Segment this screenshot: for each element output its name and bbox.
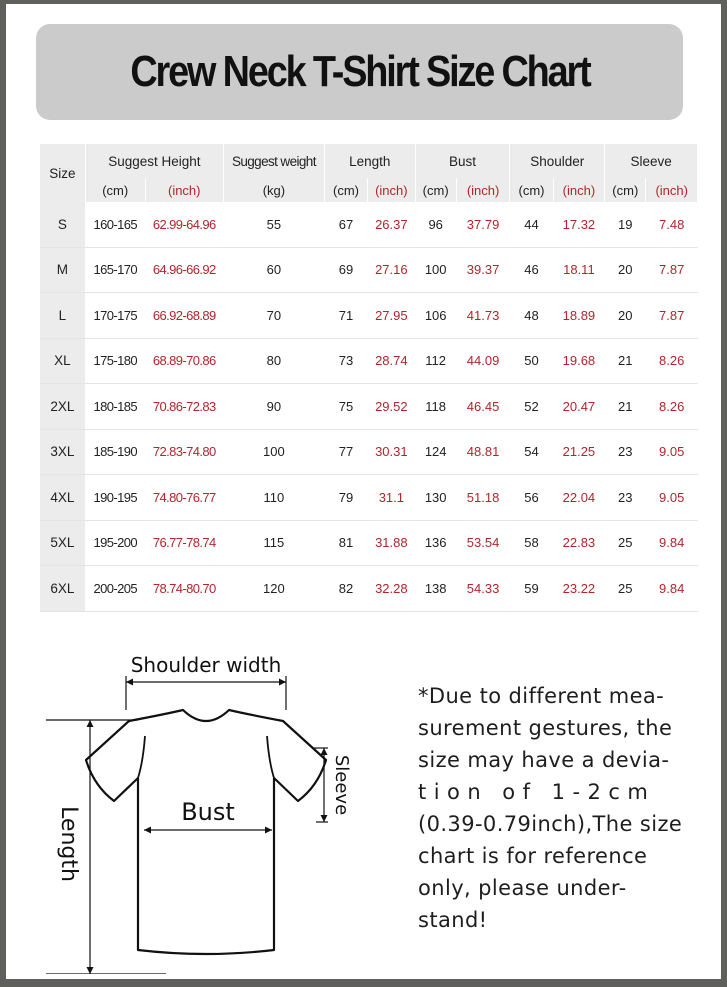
cell-bust-in: 37.79 bbox=[456, 202, 510, 247]
header-length: Length bbox=[324, 144, 415, 178]
table-row bbox=[40, 429, 698, 475]
cell-size: S bbox=[40, 202, 85, 247]
unit-cm: (cm) bbox=[415, 178, 456, 202]
cell-shoulder-in: 23.22 bbox=[553, 566, 605, 612]
cell-weight: 100 bbox=[223, 429, 324, 475]
cell-sleeve-cm: 19 bbox=[605, 202, 646, 247]
cell-bust-cm: 112 bbox=[415, 338, 456, 384]
cell-length-cm: 69 bbox=[324, 247, 367, 293]
cell-bust-in: 44.09 bbox=[456, 338, 510, 384]
cell-height-cm: 195-200 bbox=[85, 520, 145, 566]
cell-weight: 60 bbox=[223, 247, 324, 293]
sleeve-label: Sleeve bbox=[331, 754, 352, 816]
cell-weight: 120 bbox=[223, 566, 324, 612]
unit-inch: (inch) bbox=[368, 178, 415, 202]
table-row bbox=[40, 293, 698, 339]
unit-kg: (kg) bbox=[223, 178, 324, 202]
cell-sleeve-in: 9.05 bbox=[646, 475, 698, 521]
table-row bbox=[40, 566, 698, 612]
unit-inch: (inch) bbox=[646, 178, 698, 202]
cell-height-cm: 190-195 bbox=[85, 475, 145, 521]
unit-inch: (inch) bbox=[456, 178, 510, 202]
table-header-row bbox=[40, 144, 698, 178]
cell-sleeve-cm: 20 bbox=[605, 247, 646, 293]
cell-weight: 80 bbox=[223, 338, 324, 384]
table-units-row bbox=[40, 178, 698, 202]
header-sleeve: Sleeve bbox=[605, 144, 698, 178]
cell-bust-cm: 124 bbox=[415, 429, 456, 475]
cell-sleeve-in: 8.26 bbox=[646, 338, 698, 384]
cell-height-cm: 185-190 bbox=[85, 429, 145, 475]
cell-weight: 90 bbox=[223, 384, 324, 430]
tshirt-diagram bbox=[46, 644, 366, 974]
cell-shoulder-cm: 56 bbox=[510, 475, 553, 521]
cell-weight: 55 bbox=[223, 202, 324, 247]
cell-bust-in: 53.54 bbox=[456, 520, 510, 566]
table-row bbox=[40, 520, 698, 566]
cell-length-cm: 81 bbox=[324, 520, 367, 566]
cell-shoulder-in: 20.47 bbox=[553, 384, 605, 430]
cell-weight: 110 bbox=[223, 475, 324, 521]
cell-length-in: 31.1 bbox=[368, 475, 415, 521]
cell-sleeve-in: 9.84 bbox=[646, 566, 698, 612]
cell-shoulder-cm: 59 bbox=[510, 566, 553, 612]
cell-height-cm: 200-205 bbox=[85, 566, 145, 612]
unit-cm: (cm) bbox=[324, 178, 367, 202]
shoulder-width-label: Shoulder width bbox=[130, 653, 282, 677]
cell-length-in: 28.74 bbox=[368, 338, 415, 384]
cell-sleeve-in: 9.05 bbox=[646, 429, 698, 475]
cell-length-in: 27.16 bbox=[368, 247, 415, 293]
header-height: Suggest Height bbox=[85, 144, 223, 178]
cell-bust-in: 51.18 bbox=[456, 475, 510, 521]
note-line: stand! bbox=[418, 908, 488, 932]
cell-length-in: 29.52 bbox=[368, 384, 415, 430]
unit-cm: (cm) bbox=[605, 178, 646, 202]
cell-bust-cm: 130 bbox=[415, 475, 456, 521]
cell-size: 3XL bbox=[40, 429, 85, 475]
cell-sleeve-cm: 23 bbox=[605, 429, 646, 475]
cell-height-in: 70.86-72.83 bbox=[145, 384, 223, 430]
cell-height-in: 74.80-76.77 bbox=[145, 475, 223, 521]
cell-size: M bbox=[40, 247, 85, 293]
deviation-note bbox=[418, 680, 688, 936]
cell-height-cm: 175-180 bbox=[85, 338, 145, 384]
table-row bbox=[40, 475, 698, 521]
table-row bbox=[40, 338, 698, 384]
note-line: t i o n o f 1 - 2 c m bbox=[418, 780, 649, 804]
cell-sleeve-in: 8.26 bbox=[646, 384, 698, 430]
unit-inch: (inch) bbox=[553, 178, 605, 202]
bust-label: Bust bbox=[181, 798, 235, 826]
unit-cm: (cm) bbox=[85, 178, 145, 202]
table-row bbox=[40, 247, 698, 293]
cell-bust-in: 54.33 bbox=[456, 566, 510, 612]
table-row bbox=[40, 202, 698, 247]
table-row bbox=[40, 384, 698, 430]
cell-length-cm: 77 bbox=[324, 429, 367, 475]
note-line: (0.39-0.79inch),The size bbox=[418, 812, 683, 836]
header-bust: Bust bbox=[415, 144, 510, 178]
cell-sleeve-in: 9.84 bbox=[646, 520, 698, 566]
cell-length-in: 32.28 bbox=[368, 566, 415, 612]
cell-height-cm: 165-170 bbox=[85, 247, 145, 293]
note-line: size may have a devia- bbox=[418, 748, 670, 772]
cell-bust-cm: 136 bbox=[415, 520, 456, 566]
cell-shoulder-cm: 50 bbox=[510, 338, 553, 384]
cell-weight: 70 bbox=[223, 293, 324, 339]
cell-shoulder-cm: 54 bbox=[510, 429, 553, 475]
title-banner bbox=[36, 24, 683, 120]
cell-length-cm: 82 bbox=[324, 566, 367, 612]
size-table bbox=[40, 144, 698, 612]
cell-shoulder-in: 19.68 bbox=[553, 338, 605, 384]
cell-size: 5XL bbox=[40, 520, 85, 566]
cell-size: XL bbox=[40, 338, 85, 384]
cell-size: 2XL bbox=[40, 384, 85, 430]
cell-shoulder-cm: 52 bbox=[510, 384, 553, 430]
cell-length-in: 27.95 bbox=[368, 293, 415, 339]
cell-height-in: 68.89-70.86 bbox=[145, 338, 223, 384]
cell-height-in: 64.96-66.92 bbox=[145, 247, 223, 293]
cell-length-in: 26.37 bbox=[368, 202, 415, 247]
cell-sleeve-in: 7.87 bbox=[646, 293, 698, 339]
header-weight: Suggest weight bbox=[223, 144, 324, 178]
cell-sleeve-in: 7.48 bbox=[646, 202, 698, 247]
note-line: chart is for reference bbox=[418, 844, 648, 868]
cell-shoulder-in: 18.11 bbox=[553, 247, 605, 293]
cell-bust-in: 41.73 bbox=[456, 293, 510, 339]
cell-size: 6XL bbox=[40, 566, 85, 612]
cell-height-in: 76.77-78.74 bbox=[145, 520, 223, 566]
cell-length-cm: 71 bbox=[324, 293, 367, 339]
tshirt-outline bbox=[86, 710, 326, 954]
cell-length-cm: 73 bbox=[324, 338, 367, 384]
note-line: only, please under- bbox=[418, 876, 627, 900]
cell-sleeve-cm: 25 bbox=[605, 520, 646, 566]
note-line: *Due to different mea- bbox=[418, 684, 665, 708]
cell-weight: 115 bbox=[223, 520, 324, 566]
cell-length-in: 30.31 bbox=[368, 429, 415, 475]
cell-sleeve-cm: 21 bbox=[605, 338, 646, 384]
cell-bust-cm: 138 bbox=[415, 566, 456, 612]
cell-size: 4XL bbox=[40, 475, 85, 521]
cell-size: L bbox=[40, 293, 85, 339]
length-label: Length bbox=[56, 806, 81, 882]
cell-shoulder-in: 22.83 bbox=[553, 520, 605, 566]
cell-bust-in: 39.37 bbox=[456, 247, 510, 293]
header-size: Size bbox=[40, 144, 85, 202]
cell-shoulder-in: 21.25 bbox=[553, 429, 605, 475]
cell-bust-cm: 100 bbox=[415, 247, 456, 293]
cell-shoulder-in: 17.32 bbox=[553, 202, 605, 247]
cell-length-cm: 75 bbox=[324, 384, 367, 430]
size-chart-page bbox=[6, 4, 721, 979]
cell-height-cm: 160-165 bbox=[85, 202, 145, 247]
cell-bust-cm: 106 bbox=[415, 293, 456, 339]
cell-sleeve-cm: 21 bbox=[605, 384, 646, 430]
cell-shoulder-in: 22.04 bbox=[553, 475, 605, 521]
unit-cm: (cm) bbox=[510, 178, 553, 202]
page-title: Crew Neck T-Shirt Size Chart bbox=[129, 47, 590, 96]
cell-height-in: 72.83-74.80 bbox=[145, 429, 223, 475]
cell-length-cm: 67 bbox=[324, 202, 367, 247]
header-shoulder: Shoulder bbox=[510, 144, 605, 178]
cell-length-in: 31.88 bbox=[368, 520, 415, 566]
cell-length-cm: 79 bbox=[324, 475, 367, 521]
cell-shoulder-cm: 44 bbox=[510, 202, 553, 247]
unit-inch: (inch) bbox=[145, 178, 223, 202]
cell-bust-in: 48.81 bbox=[456, 429, 510, 475]
cell-sleeve-cm: 20 bbox=[605, 293, 646, 339]
cell-shoulder-in: 18.89 bbox=[553, 293, 605, 339]
cell-sleeve-cm: 25 bbox=[605, 566, 646, 612]
cell-shoulder-cm: 58 bbox=[510, 520, 553, 566]
cell-height-in: 78.74-80.70 bbox=[145, 566, 223, 612]
cell-bust-cm: 96 bbox=[415, 202, 456, 247]
cell-sleeve-in: 7.87 bbox=[646, 247, 698, 293]
note-line: surement gestures, the bbox=[418, 716, 673, 740]
cell-bust-cm: 118 bbox=[415, 384, 456, 430]
cell-bust-in: 46.45 bbox=[456, 384, 510, 430]
cell-shoulder-cm: 48 bbox=[510, 293, 553, 339]
cell-shoulder-cm: 46 bbox=[510, 247, 553, 293]
cell-sleeve-cm: 23 bbox=[605, 475, 646, 521]
cell-height-cm: 180-185 bbox=[85, 384, 145, 430]
cell-height-in: 62.99-64.96 bbox=[145, 202, 223, 247]
cell-height-cm: 170-175 bbox=[85, 293, 145, 339]
cell-height-in: 66.92-68.89 bbox=[145, 293, 223, 339]
